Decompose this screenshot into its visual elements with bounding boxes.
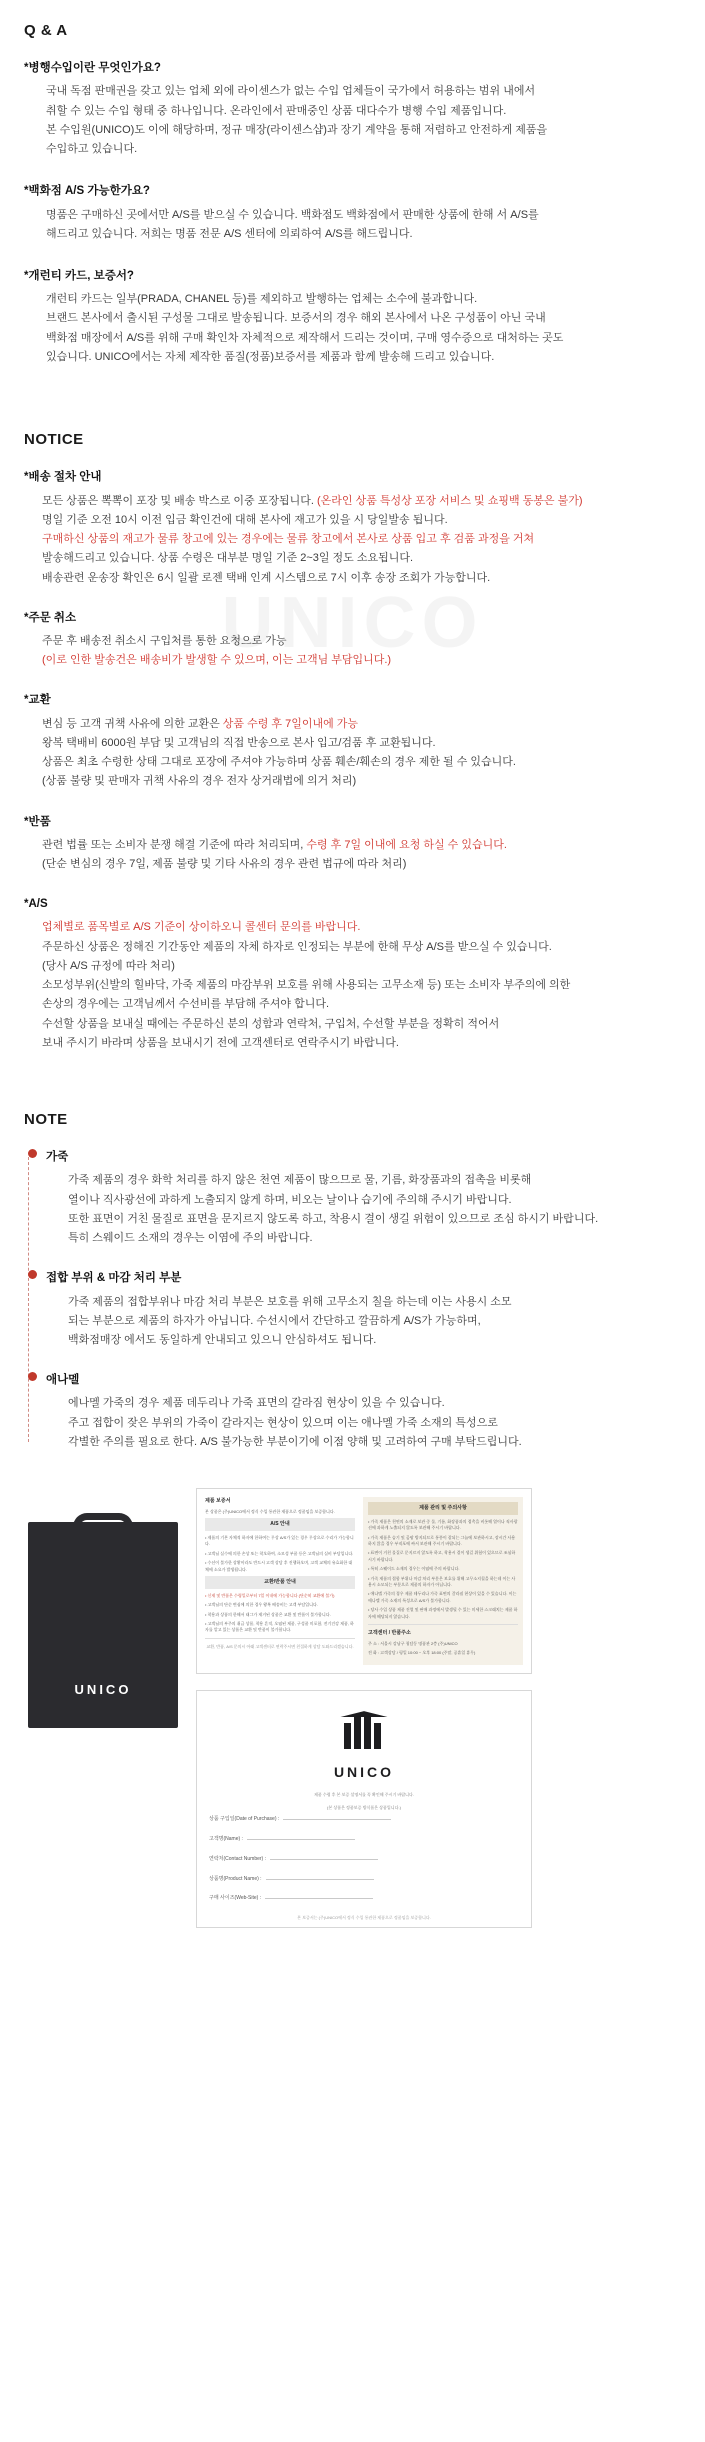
note-section-title: NOTE bbox=[24, 1111, 68, 1128]
warranty-doc-as-line: • 제품의 기본 자체적 하자에 한하여는 무상 A/S가 있는 경우 무상으로 수리가 가능합니다. bbox=[205, 1535, 354, 1547]
warranty-field-input[interactable] bbox=[283, 1819, 391, 1820]
notice-line: (단순 변심의 경우 7일, 제품 불량 및 기타 사유의 경우 관련 법규에 따라 처리) bbox=[42, 857, 407, 870]
unico-mark-icon bbox=[338, 1709, 390, 1749]
qa-line: 수입하고 있습니다. bbox=[46, 143, 138, 156]
qa-body bbox=[24, 290, 681, 367]
care-line: • 애나멜 가죽의 경우 제품 테두리나 가죽 표면의 갈라짐 현상이 있을 수 있습니다. 이는 애나멜 가죽 소재의 특성으로 A/S가 불가합니다. bbox=[368, 1591, 517, 1603]
notice-line: 주문하신 상품은 정해진 기간동안 제품의 자체 하자로 인정되는 부분에 한해 무상 A/S를 받으실 수 있습니다. bbox=[42, 940, 552, 953]
care-line: • 특히 스웨이드 소재의 경우는 이염에 주의 바랍니다. bbox=[368, 1566, 460, 1572]
contact-title: 고객센터 / 반품주소 bbox=[368, 1629, 411, 1636]
contact-line: 전 화 : 고객상담 / 평일 10:00 ~ 오후 18:00 (주말, 공휴일 휴무) bbox=[368, 1650, 476, 1656]
note-item bbox=[28, 1370, 681, 1452]
note-heading: 접합 부위 & 마감 처리 부분 bbox=[46, 1272, 182, 1285]
qa-line: 있습니다. UNICO에서는 자체 제작한 품질(정품)보증서를 제품과 함께 발송해 드리고 있습니다. bbox=[46, 350, 495, 363]
notice-line bbox=[42, 715, 681, 734]
notice-group bbox=[24, 894, 681, 1053]
notice-group bbox=[24, 812, 681, 875]
note-body bbox=[28, 1171, 681, 1248]
care-line: • 가죽 제품의 접합 부위나 마감 처리 부분은 보호를 위해 고무소지칠을 하는데 이는 사용시 소모되는 부분으로 제품의 하자가 아닙니다. bbox=[368, 1575, 516, 1587]
warranty-doc-as-line: • 고객님 실수에 의한 손상 또는 착오하여, 소모성 부품 등은 고객님의 실비 부담입니다. bbox=[205, 1550, 354, 1556]
qa-line: 명품은 구매하신 곳에서만 A/S를 받으실 수 있습니다. 백화점도 백화점에서 판매한 상품에 한해 서 A/S를 bbox=[46, 208, 539, 221]
warranty-field-label: 상품 구입일(Date of Purchase) : bbox=[209, 1816, 280, 1823]
product-imagery bbox=[0, 1478, 705, 2038]
warranty-field bbox=[209, 1815, 519, 1824]
qa-line: 브랜드 본사에서 출시된 구성물 그대로 발송됩니다. 보증서의 경우 해외 본사에서 나온 구성품이 아닌 국내 bbox=[46, 312, 546, 325]
notice-line: 상품은 최초 수령한 상태 그대로 포장에 주셔야 가능하며 상품 훼손/훼손의 경우 제한 될 수 있습니다. bbox=[42, 756, 516, 768]
qa-line: 개런티 카드는 일부(PRADA, CHANEL 등)를 제외하고 발행하는 업체는 소수에 불과합니다. bbox=[46, 293, 478, 306]
notice-line: 보내 주시기 바라며 상품을 보내시기 전에 고객센터로 연락주시기 바랍니다. bbox=[42, 1036, 399, 1049]
brand-subtext: 제품 수령 후 본 보증 설명서를 꼭 확인해 주시기 바랍니다. bbox=[314, 1791, 414, 1797]
warranty-footer: 본 보증서는 (주)UNICO에서 정식 수입 통관한 제품으로 정품임을 보증합니다. bbox=[297, 1915, 431, 1920]
warranty-doc-exchange-line: • 고객님의 부주의 취급 상품, 착용 흔적, 오염된 제품, 구성품 미포함, 전기건강 제품, 하자를 알고 있는 상품은 교환 및 반품이 불가합니다. bbox=[205, 1620, 354, 1633]
qa-heading: *개런티 카드, 보증서? bbox=[24, 270, 134, 282]
warranty-document-top bbox=[196, 1488, 532, 1674]
note-line: 특히 스웨이드 소재의 경우는 이염에 주의 바랍니다. bbox=[68, 1232, 313, 1245]
note-line: 각별한 주의를 필요로 한다. A/S 불가능한 부분이기에 이점 양해 및 고려하여 구매 부탁드립니다. bbox=[68, 1435, 522, 1448]
notice-line-text: 관련 법률 또는 소비자 분쟁 해결 기준에 따라 처리되며, bbox=[42, 838, 307, 851]
qa-heading: *백화점 A/S 가능한가요? bbox=[24, 185, 150, 198]
warranty-field bbox=[209, 1894, 519, 1903]
divider bbox=[205, 1638, 355, 1639]
note-line: 되는 부분으로 제품의 하자가 아닙니다. 수선시에서 간단하고 깔끔하게 A/S가 가능하며, bbox=[68, 1314, 481, 1327]
notice-line-emphasis: 수령 후 7일 이내에 요청 하실 수 있습니다. bbox=[306, 838, 507, 851]
warranty-field-input[interactable] bbox=[247, 1839, 355, 1840]
warranty-doc-as-band: A/S 안내 bbox=[205, 1518, 355, 1531]
notice-group-body bbox=[24, 918, 681, 1053]
warranty-field bbox=[209, 1855, 519, 1864]
shopping-bag-image bbox=[28, 1522, 178, 1728]
warranty-field-label: 상품명(Product Name) : bbox=[209, 1875, 262, 1882]
brand-subtext: (본 상품은 정품보증 방식품은 상품입니다.) bbox=[327, 1805, 401, 1811]
brand-logo bbox=[209, 1709, 519, 1756]
notice-section-title: NOTICE bbox=[24, 431, 84, 449]
note-line: 열이나 직사광선에 과하게 노출되지 않게 하며, 비오는 날이나 습기에 주의해 주시기 바랍니다. bbox=[68, 1193, 512, 1206]
qa-block bbox=[24, 58, 681, 159]
note-line: 가죽 제품의 경우 화학 처리를 하지 않은 천연 제품이 많으므로 물, 기름, 화장품과의 접촉을 비롯해 bbox=[68, 1174, 532, 1187]
note-list bbox=[24, 1147, 681, 1452]
warranty-field-label: 구매 사이즈(Web-Site) : bbox=[209, 1895, 262, 1902]
notice-line-text: 모든 상품은 뽁뽁이 포장 및 배송 박스로 이중 포장됩니다. bbox=[42, 494, 317, 507]
warranty-document-bottom bbox=[196, 1690, 532, 1928]
warranty-doc-intro: 본 상품은 (주)UNICO에서 정식 수입 통관한 제품으로 정품임을 보증합니다. bbox=[205, 1508, 335, 1514]
care-line: • 표면이 거친 물질로 문지르지 않도록 하고, 착용시 결이 생길 위험이 있으므로 조심하시기 바랍니다. bbox=[368, 1550, 516, 1562]
qa-line: 국내 독점 판매권을 갖고 있는 업체 외에 라이센스가 없는 수입 업체들이 국가에서 허용하는 범위 내에서 bbox=[46, 85, 536, 98]
qa-block bbox=[24, 266, 681, 367]
notice-group-body bbox=[24, 632, 681, 671]
notice-line-emphasis: (이로 인한 발송건은 배송비가 발생할 수 있으며, 이는 고객님 부담입니다.) bbox=[42, 654, 392, 667]
notice-group-heading: *교환 bbox=[24, 694, 51, 707]
warranty-doc-exchange-line: • 착용과 상품의 한해서 태그가 제거된 상품은 교환 및 반품이 불가합니다. bbox=[205, 1611, 331, 1617]
notice-group-body bbox=[24, 715, 681, 792]
bag-brand-label: UNICO bbox=[74, 1682, 132, 1698]
notice-line: 소모성부위(신발의 힐바닥, 가죽 제품의 마감부위 보호를 위해 사용되는 고무소재 등) 또는 소비자 부주의에 의한 bbox=[42, 979, 571, 991]
warranty-field-input[interactable] bbox=[265, 1898, 373, 1899]
notice-group bbox=[24, 690, 681, 791]
warranty-doc-exchange-line: • 고객님의 단순 변심에 의한 경우 왕복 배송비는 고객 부담입니다. bbox=[205, 1602, 318, 1608]
qa-line: 해드리고 있습니다. 저희는 명품 전문 A/S 센터에 의뢰하여 A/S를 해드립니다. bbox=[46, 227, 413, 240]
notice-line: 발송해드리고 있습니다. 상품 수령은 대부분 명일 기준 2~3일 정도 소요됩니다. bbox=[42, 552, 414, 565]
notice-line-text: 변심 등 고객 귀책 사유에 의한 교환은 bbox=[42, 717, 223, 730]
note-heading: 가죽 bbox=[46, 1151, 69, 1164]
care-line: • 가죽 제품은 천연의 소재로 보관 중 물, 기름, 화장품과의 접촉을 비롯해 열이나 직사광선에 과하게 노출되지 않도록 보관해 주시기 바랍니다. bbox=[368, 1518, 518, 1531]
note-section bbox=[0, 1073, 705, 1452]
notice-line-emphasis: 업체별로 품목별로 A/S 기준이 상이하오니 콜센터 문의를 바랍니다. bbox=[42, 921, 361, 934]
notice-line: 수선할 상품을 보내실 때에는 주문하신 분의 성함과 연락처, 구입처, 수선할 부분을 정확히 적어서 bbox=[42, 1017, 500, 1030]
warranty-field-label: 연락처(Contact Number) : bbox=[209, 1855, 267, 1862]
notice-line: (상품 불량 및 판매자 귀책 사유의 경우 전자 상거래법에 의거 처리) bbox=[42, 775, 357, 788]
warranty-field-input[interactable] bbox=[266, 1879, 374, 1880]
care-line: • 가죽 제품은 습기 및 곰팡 방지되므로 통풍이 잘되는 그늘에 보관하시고, 장시간 사용하지 않을 경우 부직포에 싸서 보관해 주시기 바랍니다. bbox=[368, 1534, 516, 1547]
warranty-doc-exchange-band: 교환/반품 안내 bbox=[205, 1576, 355, 1589]
note-line: 가죽 제품의 접합부위나 마감 처리 부분은 보호를 위해 고무소지 칠을 하는데 이는 사용시 소모 bbox=[68, 1295, 512, 1308]
care-line: • 당사 수입 상품 제품 진열 및 판매 과정에서 발생될 수 있는 미세한 스크래치는 제품 하자에 해당되지 않습니다. bbox=[368, 1607, 518, 1619]
warranty-doc-exchange-emphasis: • 신제 및 반품은 수령일로부터 7일 이내에 가능합니다 (단순히 교환에 불가) bbox=[205, 1592, 335, 1598]
warranty-field-input[interactable] bbox=[270, 1859, 378, 1860]
note-body bbox=[28, 1293, 681, 1351]
note-body bbox=[28, 1394, 681, 1452]
notice-line-emphasis: 상품 수령 후 7일이내에 가능 bbox=[222, 717, 359, 730]
notice-line: 배송관련 운송장 확인은 6시 일괄 로젠 택배 인계 시스템으로 7시 이후 송장 조회가 가능합니다. bbox=[42, 571, 491, 584]
qa-line: 취할 수 있는 수입 형태 중 하나입니다. 온라인에서 판매중인 상품 대다수가 병행 수입 제품입니다. bbox=[46, 104, 507, 117]
qa-line: 백화점 매장에서 A/S를 위해 구매 확인차 자체적으로 제작해서 드리는 것이며, 구매 영수증으로 대처하는 곳도 bbox=[46, 331, 564, 344]
qa-section-title: Q & A bbox=[24, 22, 68, 39]
warranty-doc-title: 제품 보증서 bbox=[205, 1498, 231, 1505]
note-line: 주고 접합이 잦은 부위의 가죽이 갈라지는 현상이 있으며 이는 애나멜 가죽 소재의 특성으로 bbox=[68, 1416, 498, 1429]
brand-name: UNICO bbox=[333, 1764, 395, 1781]
note-line: 백화점매장 에서도 동일하게 안내되고 있으니 안심하셔도 됩니다. bbox=[68, 1334, 377, 1346]
qa-body bbox=[24, 206, 681, 245]
note-heading: 애나멜 bbox=[46, 1374, 80, 1387]
qa-body bbox=[24, 82, 681, 159]
note-item bbox=[28, 1147, 681, 1248]
notice-line: 왕복 택배비 6000원 부담 및 고객님의 직접 반송으로 본사 입고/검품 후 교환됩니다. bbox=[42, 736, 436, 749]
qa-line: 본 수입원(UNICO)도 이에 해당하며, 정규 매장(라이센스샵)과 장기 계약을 통해 저렴하고 안전하게 제품을 bbox=[46, 123, 548, 136]
warranty-doc-footer: 교환, 반품, A/S 문의시 아래 고객센터로 연락주시면 친절하게 상담 도와드리겠습니다. bbox=[206, 1643, 354, 1649]
notice-line: (당사 A/S 규정에 따라 처리) bbox=[42, 959, 175, 972]
note-line: 또한 표면이 거친 물질로 표면을 문지르지 않도록 하고, 착용시 결이 생길 위험이 있으므로 조심 하시기 바랍니다. bbox=[68, 1212, 599, 1225]
notice-group-body bbox=[24, 492, 681, 588]
care-band: 제품 관리 및 주의사항 bbox=[368, 1502, 518, 1515]
notice-group-heading: *주문 취소 bbox=[24, 611, 77, 624]
notice-group bbox=[24, 467, 681, 587]
qa-block bbox=[24, 181, 681, 244]
notice-group-heading: *A/S bbox=[24, 898, 48, 911]
warranty-doc-as-line: • 수선이 불가한 상황이라도 반드시 고객 상담 후 진행하오며, 고객 교체의 유효화한 대체에 소요가 발생됩니다. bbox=[205, 1560, 353, 1572]
notice-line bbox=[42, 492, 681, 511]
warranty-field bbox=[209, 1875, 519, 1884]
warranty-fields bbox=[209, 1815, 519, 1903]
notice-line: 명일 기준 오전 10시 이전 입금 확인건에 대해 본사에 재고가 있을 시 당일발송 됩니다. bbox=[42, 513, 448, 526]
notice-line-emphasis: (온라인 상품 특성상 포장 서비스 및 쇼핑백 동봉은 불가) bbox=[316, 494, 583, 507]
warranty-field-label: 고객명(Name) : bbox=[209, 1836, 243, 1842]
note-line: 에나멜 가죽의 경우 제품 데두리나 가죽 표면의 갈라짐 현상이 있을 수 있습니다. bbox=[68, 1397, 445, 1410]
notice-line: 손상의 경우에는 고객님께서 수선비를 부담해 주셔야 합니다. bbox=[42, 998, 330, 1011]
warranty-doc-left-column bbox=[205, 1497, 355, 1665]
warranty-field bbox=[209, 1835, 519, 1844]
warranty-doc-right-column bbox=[363, 1497, 523, 1665]
notice-line-emphasis: 구매하신 상품의 재고가 물류 창고에 있는 경우에는 물류 창고에서 본사로 상품 입고 후 검품 과정을 거쳐 bbox=[42, 533, 535, 545]
notice-group bbox=[24, 608, 681, 671]
notice-group-body bbox=[24, 836, 681, 875]
qa-heading: *병행수입이란 무엇인가요? bbox=[24, 62, 161, 75]
notice-section bbox=[0, 389, 705, 1053]
note-item bbox=[28, 1268, 681, 1350]
notice-group-heading: *배송 절차 안내 bbox=[24, 471, 102, 484]
divider bbox=[368, 1624, 518, 1625]
contact-line: 주 소 : 서울시 강남구 청담동 명품관 2층 (주)UNICO bbox=[368, 1640, 458, 1646]
notice-line: 주문 후 배송전 취소시 구입처를 통한 요청으로 가능 bbox=[42, 634, 287, 647]
qa-section bbox=[0, 0, 705, 367]
notice-group-heading: *반품 bbox=[24, 815, 51, 828]
notice-line bbox=[42, 836, 681, 855]
